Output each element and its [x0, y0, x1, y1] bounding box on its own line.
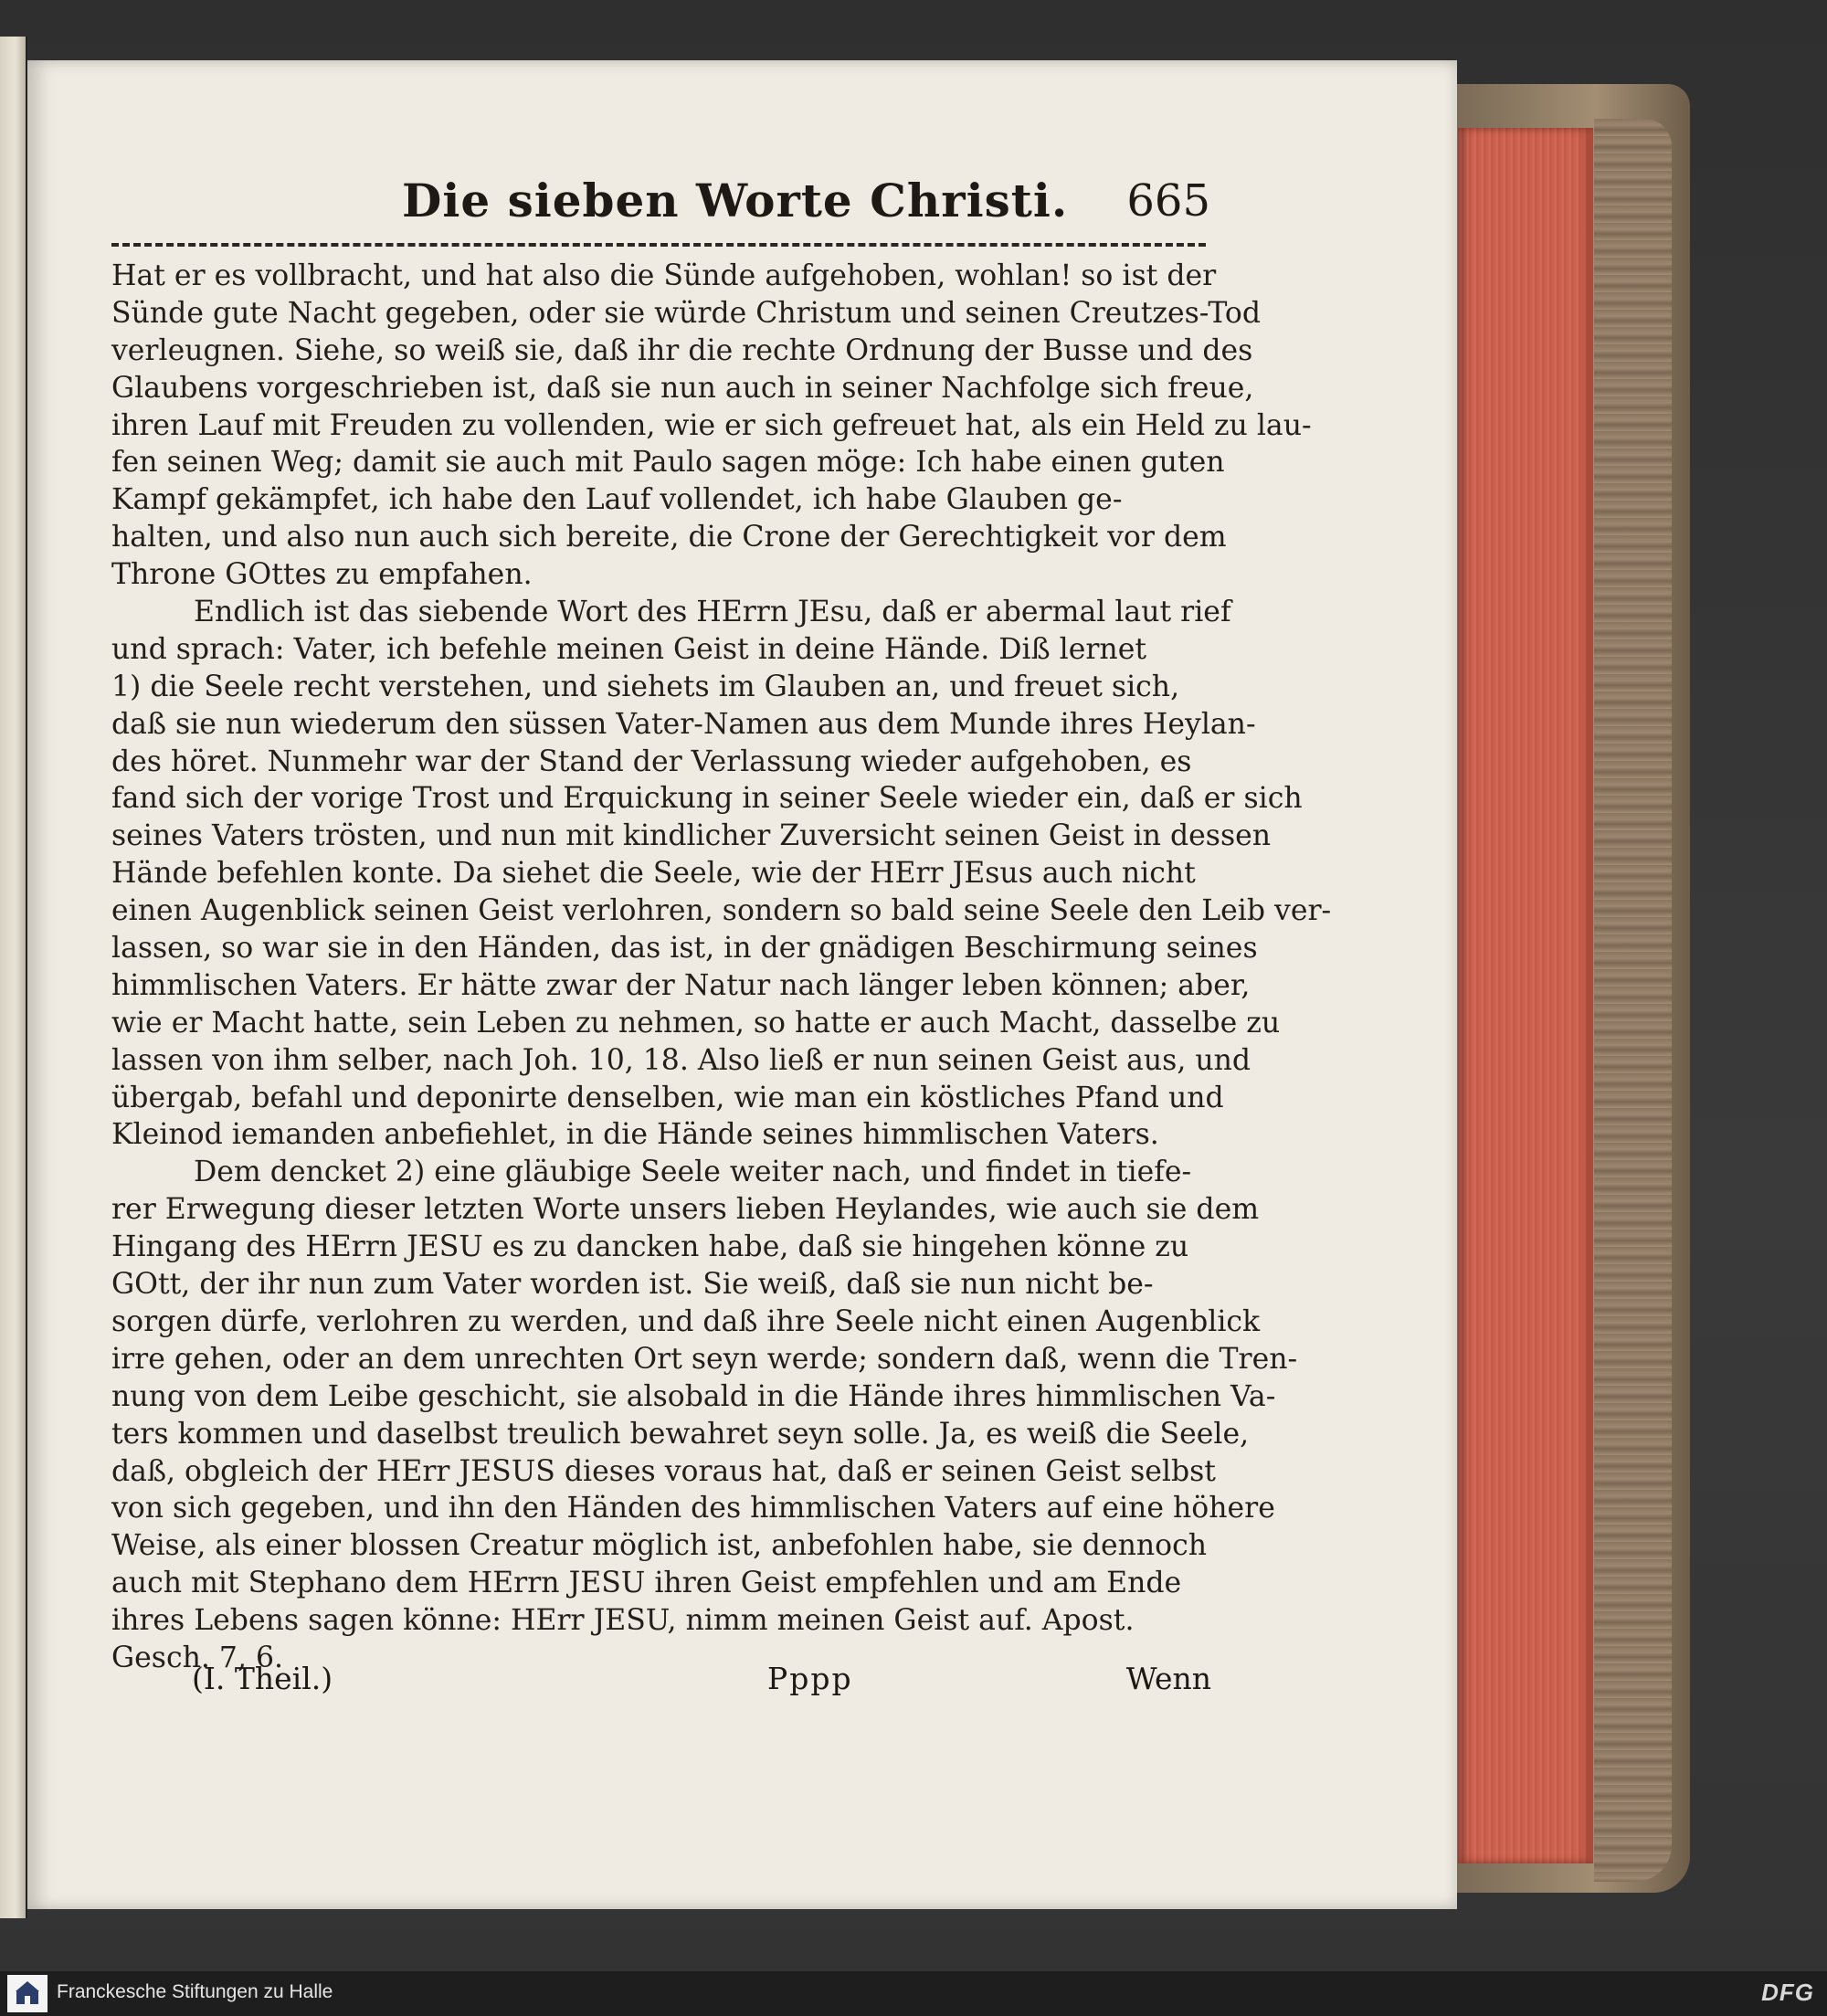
text-line: verleugnen. Siehe, so weiß sie, daß ihr die rechte Ordnung der Busse und des: [111, 333, 1253, 367]
text-line: und sprach: Vater, ich befehle meinen Geist in deine Hände. Diß lernet: [111, 632, 1147, 666]
text-line: seines Vaters trösten, und nun mit kindlicher Zuversicht seinen Geist in dessen: [111, 819, 1272, 853]
header-rule: [111, 243, 1206, 247]
text-line: Throne GOttes zu empfahen.: [111, 558, 533, 592]
text-line: daß sie nun wiederum den süssen Vater-Namen aus dem Munde ihres Heylan-: [111, 707, 1256, 741]
text-line: GOtt, der ihr nun zum Vater worden ist. Sie weiß, daß sie nun nicht be-: [111, 1268, 1154, 1302]
viewer-bottom-bar: [0, 1971, 1827, 2016]
institution-name: Franckesche Stiftungen zu Halle: [57, 1981, 333, 2002]
text-line: ters kommen und daselbst treulich bewahret seyn solle. Ja, es weiß die Seele,: [111, 1417, 1250, 1451]
text-line: Kleinod iemanden anbefiehlet, in die Hände seines himmlischen Vaters.: [111, 1118, 1159, 1152]
book-spine-edge: [1594, 119, 1672, 1882]
text-line: ihres Lebens sagen könne: HErr JESU, nimm meinen Geist auf. Apost.: [111, 1604, 1135, 1638]
paragraph-start-line: Endlich ist das siebende Wort des HErrn JEsu, daß er abermal laut rief: [194, 596, 1231, 629]
text-line: ihren Lauf mit Freuden zu vollenden, wie er sich gefreuet hat, als ein Held zu lau-: [111, 408, 1312, 442]
page-footer: [111, 1661, 1211, 1706]
text-line: Gesch. 7, 6.: [111, 1641, 284, 1674]
text-line: daß, obgleich der HErr JESUS dieses voraus hat, daß er seinen Geist selbst: [111, 1454, 1216, 1488]
text-line: Hände befehlen konte. Da siehet die Seele, wie der HErr JEsus auch nicht: [111, 857, 1196, 891]
text-line: rer Erwegung dieser letzten Worte unsers lieben Heylandes, wie auch sie dem: [111, 1193, 1260, 1227]
text-line: einen Augenblick seinen Geist verlohren, sondern so bald seine Seele den Leib ver-: [111, 894, 1332, 928]
text-line: Kampf gekämpfet, ich habe den Lauf vollendet, ich habe Glauben ge-: [111, 483, 1123, 517]
running-title: Die sieben Worte Christi.: [402, 174, 1069, 227]
text-line: des höret. Nunmehr war der Stand der Verlassung wieder aufgehoben, es: [111, 744, 1192, 778]
text-line: lassen von ihm selber, nach Joh. 10, 18. Also ließ er nun seinen Geist aus, und: [111, 1043, 1251, 1077]
page-header: [110, 174, 1210, 247]
signature-mark: Pppp: [767, 1661, 853, 1696]
text-line: himmlischen Vaters. Er hätte zwar der Natur nach länger leben können; aber,: [111, 968, 1251, 1002]
text-line: Weise, als einer blossen Creatur möglich ist, anbefohlen habe, sie dennoch: [111, 1529, 1208, 1563]
text-line: Glaubens vorgeschrieben ist, daß sie nun auch in seiner Nachfolge sich freue,: [111, 371, 1254, 405]
red-page-edges: [1458, 128, 1593, 1863]
text-line: fen seinen Weg; damit sie auch mit Paulo sagen möge: Ich habe einen guten: [111, 446, 1225, 480]
text-line: 1) die Seele recht verstehen, und siehets im Glauben an, und freuet sich,: [111, 670, 1180, 703]
text-line: auch mit Stephano dem HErrn JESU ihren Geist empfehlen und am Ende: [111, 1567, 1182, 1600]
text-line: lassen, so war sie in den Händen, das ist, in der gnädigen Beschirmung seines: [111, 932, 1258, 966]
dfg-logo: DFG: [1761, 1979, 1814, 2006]
paragraph-start-line: Dem dencket 2) eine gläubige Seele weiter nach, und findet in tiefe-: [194, 1156, 1192, 1189]
previous-page-edge: [0, 37, 27, 1918]
institution-logo-icon[interactable]: [7, 1975, 48, 2012]
text-line: Hat er es vollbracht, und hat also die Sünde aufgehoben, wohlan! so ist der: [111, 259, 1217, 292]
text-line: irre gehen, oder an dem unrechten Ort seyn werde; sondern daß, wenn die Tren-: [111, 1342, 1298, 1376]
catchword: Wenn: [1125, 1661, 1211, 1696]
text-line: wie er Macht hatte, sein Leben zu nehmen, so hatte er auch Macht, dasselbe zu: [111, 1006, 1281, 1040]
body-text: [111, 258, 1332, 1677]
volume-part-label: (I. Theil.): [192, 1661, 333, 1696]
text-line: fand sich der vorige Trost und Erquickung in seiner Seele wieder ein, daß er sich: [111, 782, 1303, 816]
text-line: Sünde gute Nacht gegeben, oder sie würde Christum und seinen Creutzes-Tod: [111, 296, 1262, 330]
text-line: von sich gegeben, und ihn den Händen des himmlischen Vaters auf eine höhere: [111, 1492, 1275, 1525]
text-line: halten, und also nun auch sich bereite, die Crone der Gerechtigkeit vor dem: [111, 521, 1227, 554]
text-line: nung von dem Leibe geschicht, sie alsobald in die Hände ihres himmlischen Va-: [111, 1379, 1276, 1413]
text-line: sorgen dürfe, verlohren zu werden, und daß ihre Seele nicht einen Augenblick: [111, 1304, 1261, 1338]
text-line: Hingang des HErrn JESU es zu dancken habe, daß sie hingehen könne zu: [111, 1230, 1189, 1264]
page-number: 665: [1126, 175, 1210, 227]
text-line: übergab, befahl und deponirte denselben, wie man ein köstliches Pfand und: [111, 1081, 1224, 1114]
